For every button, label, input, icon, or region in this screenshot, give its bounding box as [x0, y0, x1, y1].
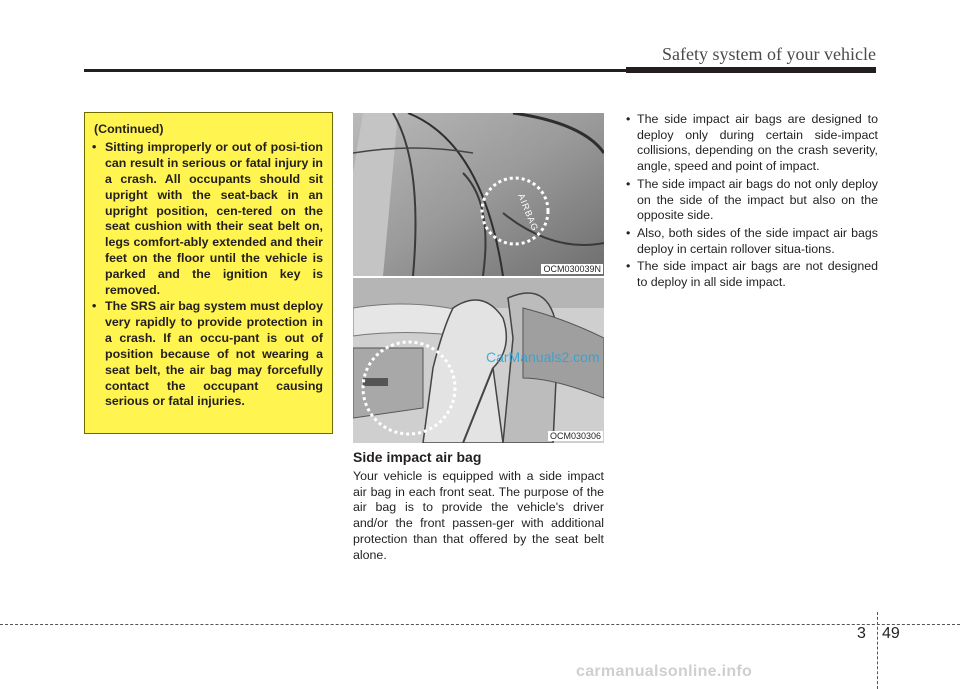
bullet: • [626, 225, 631, 240]
figure-code-seat: OCM030039N [543, 264, 601, 274]
list-item-text: The side impact air bags do not only deploy on the side of the impact but also on the opposite side. [637, 176, 878, 223]
list-item-text: Also, both sides of the side impact air bags deploy in certain rollover situa-tions. [637, 225, 878, 256]
list-item-text: The side impact air bags are designed to deploy only during certain side-impact collisions, depending on the crash severity, angle, speed and point of impact. [637, 112, 878, 174]
warning-item-text: Sitting improperly or out of posi-tion can result in serious or fatal injury in a crash. All occupants should sit upright with the seat-back in an upright position, cen-tered on the seat cushion with their seat belt on, legs comfort-ably extended and their feet on the floor until the vehicle is parked and the ignition key is removed. [105, 139, 323, 298]
warning-item-text: The SRS air bag system must deploy very rapidly to provide protection in a crash. If an occu-pant is out of position because of not wearing a seat belt, the air bag may forcefully contact the occupant causing serious or fatal injuries. [105, 298, 323, 409]
airbag-label: AIRBAG [516, 192, 541, 233]
header-title: Safety system of your vehicle [662, 44, 876, 64]
page-number: 49 [882, 625, 900, 642]
list-item [626, 226, 878, 257]
section-body: Your vehicle is equipped with a side impact air bag in each front seat. The purpose of the air bag is to provide the vehicle's driver and/or the front passen-ger with additional protection than that offered by the seat belt alone. [353, 469, 604, 562]
figure-code-side: OCM030306 [549, 431, 601, 441]
footer-divider [877, 612, 878, 689]
footer-rule [0, 624, 960, 625]
bullet: • [92, 139, 97, 154]
list-item [626, 177, 878, 224]
warning-continued: (Continued) [94, 122, 164, 136]
watermark: CarManuals2.com [486, 349, 600, 365]
warning-box [84, 112, 333, 434]
list-item [626, 112, 878, 175]
list-item-text: The side impact air bags are not designed to deploy in all side impact. [637, 259, 878, 290]
site-footer: carmanualsonline.info [576, 663, 753, 680]
bullet: • [626, 112, 631, 126]
header-rule-accent [626, 67, 876, 73]
warning-item [92, 140, 323, 299]
bullet-list [626, 112, 878, 293]
bullet: • [626, 259, 631, 274]
list-item [626, 259, 878, 290]
warning-item [92, 299, 323, 410]
chapter-number: 3 [857, 625, 866, 642]
seat-airbag-illustration [353, 113, 604, 276]
bullet: • [626, 176, 631, 191]
bullet: • [92, 298, 97, 313]
section-title: Side impact air bag [353, 449, 482, 465]
